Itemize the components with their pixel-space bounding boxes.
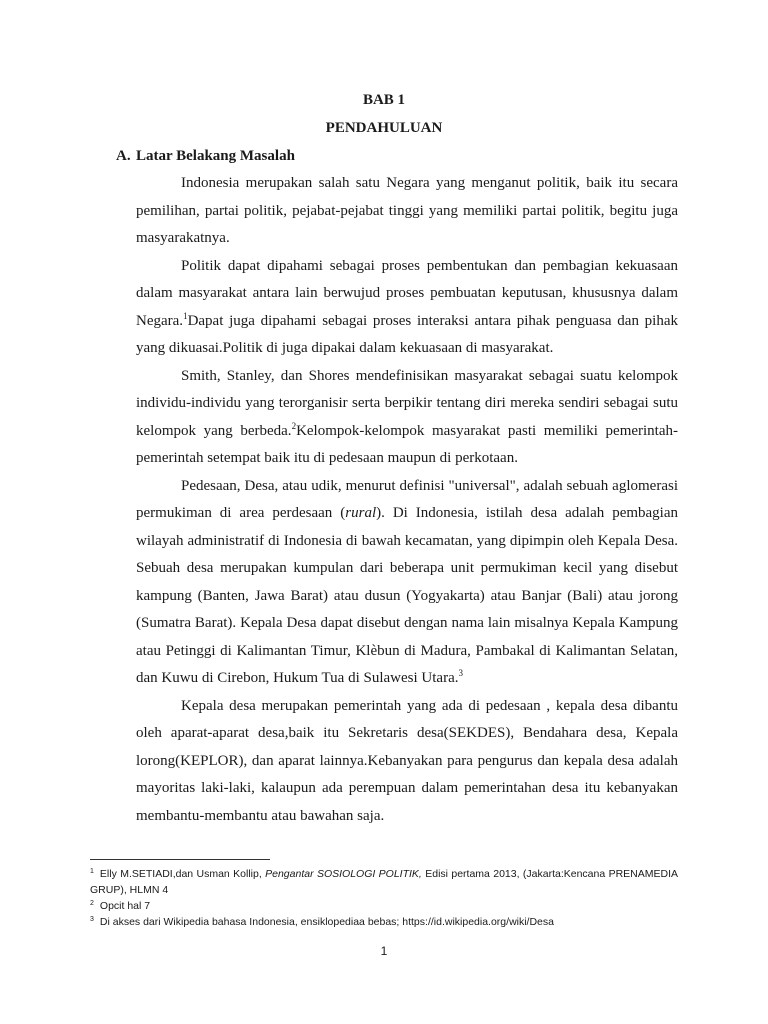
paragraph-1: Indonesia merupakan salah satu Negara yang menganut politik, baik itu secara pemilihan, partai politik, pejabat-pejabat tinggi yang memiliki partai politik, begitu juga masyarakatnya.: [136, 175, 678, 246]
section-number: A.: [116, 148, 131, 164]
paragraph-4: Pedesaan, Desa, atau udik, menurut definisi "universal", adalah sebuah aglomerasi permukiman di area perdesaan (rural). Di Indonesia, istilah desa adalah pembagian wilayah administratif di Indonesia di bawah kecamatan, yang dipimpin oleh Kepala Desa. Sebuah desa merupakan kumpulan dari beberapa unit permukiman kecil yang disebut kampung (Banten, Jawa Barat) atau dusun (Yogyakarta) atau Banjar (Bali) atau jorong (Sumatra Barat). Kepala Desa dapat disebut dengan nama lain misalnya Kepala Kampung atau Petinggi di Kalimantan Timur, Klèbun di Madura, Pambakal di Kalimantan Selatan, dan Kuwu di Cirebon, Hukum Tua di Sulawesi Utara.$^3$: [136, 477, 678, 686]
body-text: [136, 170, 678, 830]
paragraph-5: Kepala desa merupakan pemerintah yang ada di pedesaan , kepala desa dibantu oleh aparat-aparat desa,baik itu Sekretaris desa(SEKDES), Bendahara desa, Kepala lorong(KEPLOR), dan aparat lainnya.Kebanyakan para pengurus dan kepala desa adalah mayoritas laki-laki, kalaupun ada perempuan dalam pemerintahan desa itu kebanyakan membantu-membantu atau bawahan saja.: [136, 697, 678, 824]
chapter-title: BAB 1: [362, 92, 406, 108]
footnote-separator: [90, 859, 270, 860]
paragraph-3: Smith, Stanley, dan Shores mendefinisikan masyarakat sebagai suatu kelompok individu-individu yang terorganisir serta berpikir tentang diri mereka sendiri sebagai sutu kelompok yang berbeda.$^2$Kelompok-kelompok masyarakat pasti memiliki pemerintah-pemerintah setempat baik itu di pedesaan maupun di perkotaan.: [136, 367, 678, 466]
footnote-ref-1: 1: [183, 310, 188, 321]
footnote-1: $^1$ Elly M.SETIADI,dan Usman Kollip, Pengantar SOSIOLOGI POLITIK, Edisi pertama 2013, (Jakarta:Kencana PRENAMEDIA GRUP), HLMN 4: [90, 868, 678, 896]
footnote-2: $^2$ Opcit hal 7: [90, 900, 151, 912]
footnotes: [90, 866, 678, 930]
footnote-ref-3: 3: [458, 668, 463, 678]
section-title: Latar Belakang Masalah: [136, 148, 295, 164]
section-heading: [116, 148, 295, 165]
footnote-3: $^3$ Di akses dari Wikipedia bahasa Indonesia, ensiklopediaa bebas; https://id.wikipedia.org/wiki/Desa: [90, 916, 554, 928]
paragraph-2: Politik dapat dipahami sebagai proses pembentukan dan pembagian kekuasaan dalam masyarakat antara lain berwujud proses pembuatan keputusan, khususnya dalam Negara.$^1$Dapat juga dipahami sebagai proses interaksi antara pihak penguasa dan pihak yang dikuasai.Politik di juga dipakai dalam kekuasaan di masyarakat.: [136, 257, 678, 356]
footnote-ref-2: 2: [291, 420, 297, 431]
chapter-subtitle: PENDAHULUAN: [325, 120, 443, 136]
page-number: 1: [380, 944, 388, 958]
